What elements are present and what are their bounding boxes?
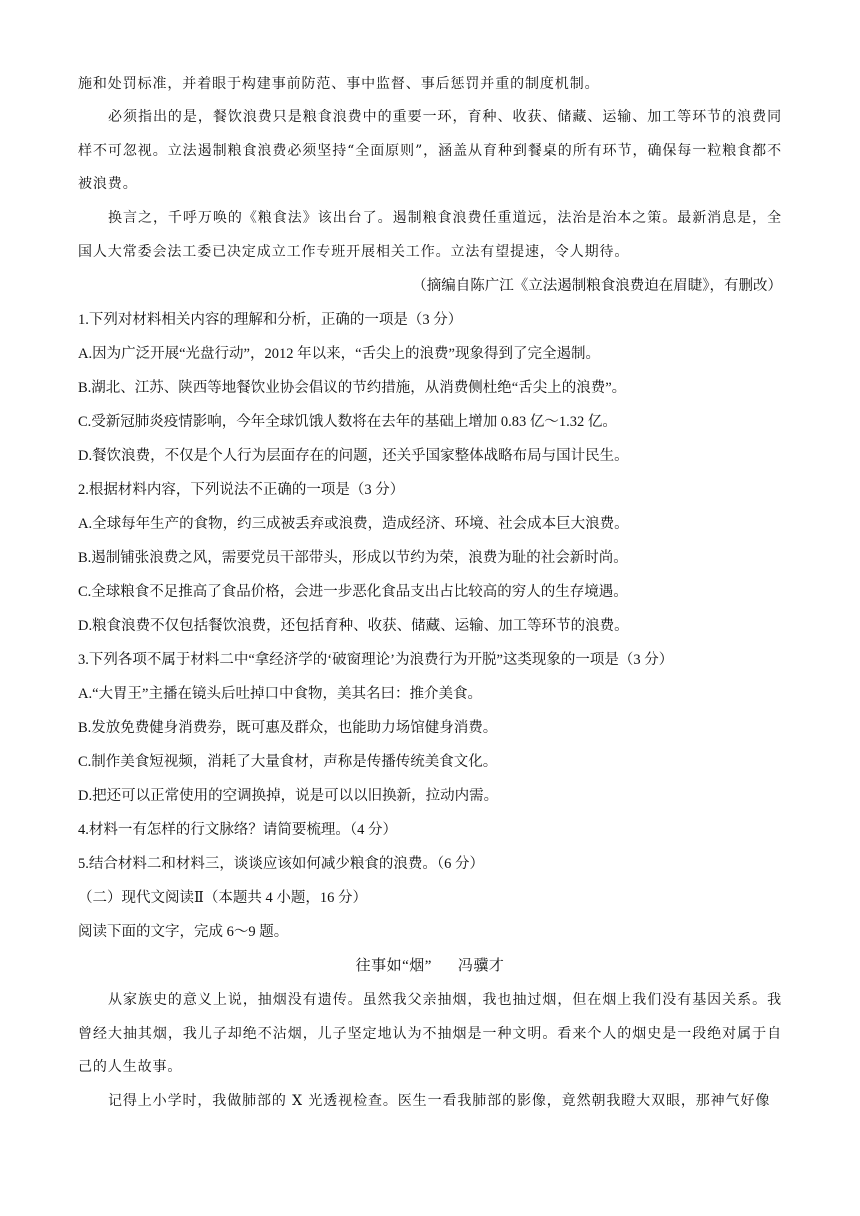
question-3-option-d: D.把还可以正常使用的空调换掉，说是可以以旧换新，拉动内需。 xyxy=(78,788,499,804)
question-1-option-b: B.湖北、江苏、陕西等地餐饮业协会倡议的节约措施，从消费侧杜绝“舌尖上的浪费”。 xyxy=(78,380,627,396)
question-2-stem: 2.根据材料内容，下列说法不正确的一项是（3 分） xyxy=(78,482,405,498)
article-paragraph-1: 从家族史的意义上说，抽烟没有遗传。虽然我父亲抽烟，我也抽过烟，但在烟上我们没有基因关系。我曾经大抽其烟，我儿子却绝不沾烟，儿子坚定地认为不抽烟是一种文明。看来个人的烟史是一段绝对属于自己的人生故事。 xyxy=(78,992,782,1075)
question-2-option-c: C.全球粮食不足推高了食品价格，会进一步恶化食品支出占比较高的穷人的生存境遇。 xyxy=(78,584,628,600)
article-paragraph-2: 记得上小学时，我做肺部的 X 光透视检查。医生一看我肺部的影像，竟然朝我瞪大双眼，那神气好像 xyxy=(108,1093,771,1109)
question-5: 5.结合材料二和材料三，谈谈应该如何减少粮食的浪费。（6 分） xyxy=(78,856,484,872)
question-3-option-c: C.制作美食短视频，消耗了大量食材，声称是传播传统美食文化。 xyxy=(78,754,498,770)
question-2-option-b: B.遏制铺张浪费之风，需要党员干部带头，形成以节约为荣，浪费为耻的社会新时尚。 xyxy=(78,550,628,566)
material-paragraph-1: 施和处罚标准，并着眼于构建事前防范、事中监督、事后惩罚并重的制度机制。 xyxy=(78,76,600,92)
article-title-line xyxy=(0,956,860,976)
section-instruction: 阅读下面的文字，完成 6～9 题。 xyxy=(78,924,289,940)
question-3-stem: 3.下列各项不属于材料二中“拿经济学的‘破窗理论’为浪费行为开脱”这类现象的一项是（3 分） xyxy=(78,652,674,668)
material-paragraph-3: 换言之，千呼万唤的《粮食法》该出台了。遏制粮食浪费任重道远，法治是治本之策。最新消息是，全国人大常委会法工委已决定成立工作专班开展相关工作。立法有望提速，令人期待。 xyxy=(78,210,782,260)
question-4: 4.材料一有怎样的行文脉络？请简要梳理。（4 分） xyxy=(78,822,397,838)
question-1-option-a: A.因为广泛开展“光盘行动”，2012 年以来，“舌尖上的浪费”现象得到了完全遏制。 xyxy=(78,346,600,362)
material-paragraph-2: 必须指出的是，餐饮浪费只是粮食浪费中的重要一环，育种、收获、储藏、运输、加工等环节的浪费同样不可忽视。立法遏制粮食浪费必须坚持“全面原则”，涵盖从育种到餐桌的所有环节，确保每一粒粮食都不被浪费。 xyxy=(78,109,782,192)
question-2-option-a: A.全球每年生产的食物，约三成被丢弃或浪费，造成经济、环境、社会成本巨大浪费。 xyxy=(78,516,629,532)
article-author: 冯骥才 xyxy=(457,958,505,974)
question-3-option-b: B.发放免费健身消费券，既可惠及群众，也能助力场馆健身消费。 xyxy=(78,720,498,736)
question-1-stem: 1.下列对材料相关内容的理解和分析，正确的一项是（3 分） xyxy=(78,312,463,328)
question-1-option-d: D.餐饮浪费，不仅是个人行为层面存在的问题，还关乎国家整体战略布局与国计民生。 xyxy=(78,448,629,464)
question-2-option-d: D.粮食浪费不仅包括餐饮浪费，还包括育种、收获、储藏、运输、加工等环节的浪费。 xyxy=(78,618,629,634)
question-1-option-c: C.受新冠肺炎疫情影响，今年全球饥饿人数将在去年的基础上增加 0.83 亿～1.32 亿。 xyxy=(78,414,617,430)
question-3-option-a: A.“大胃王”主播在镜头后吐掉口中食物，美其名曰：推介美食。 xyxy=(78,686,482,702)
article-title: 往事如“烟” xyxy=(355,958,432,974)
material-source: （摘编自陈广江《立法遏制粮食浪费迫在眉睫》，有删改） xyxy=(412,278,782,294)
section-heading: （二）现代文阅读Ⅱ（本题共 4 小题，16 分） xyxy=(78,890,367,906)
